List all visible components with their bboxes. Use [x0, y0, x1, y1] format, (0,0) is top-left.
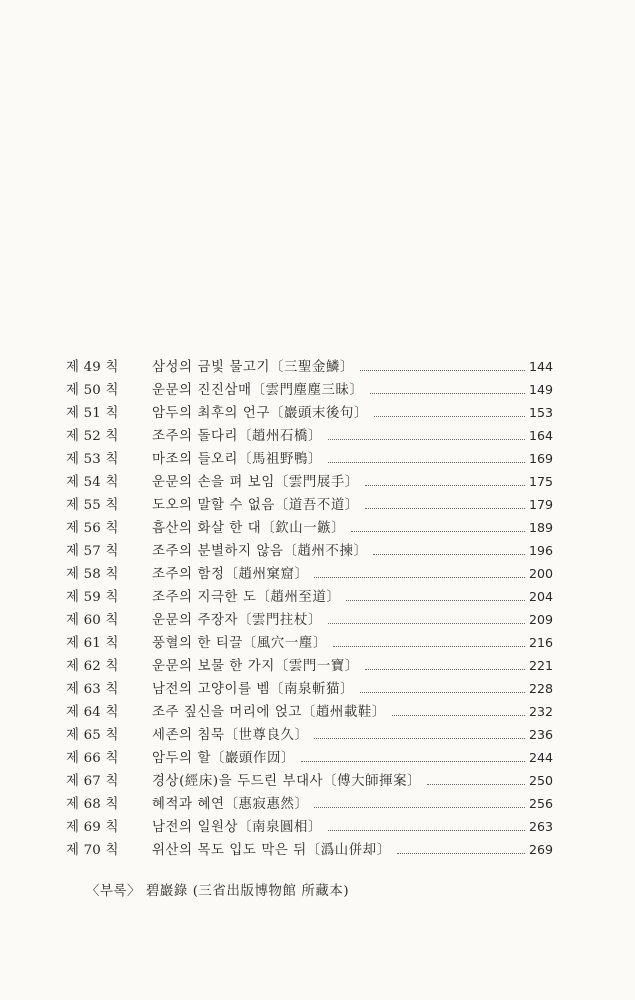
- chapter-number: 제 60 칙: [66, 613, 119, 628]
- page-number: 164: [528, 428, 553, 443]
- chapter-title: 남전의 고양이를 벰〔南泉斬猫〕: [152, 682, 354, 697]
- chapter-number: 제 61 칙: [66, 636, 119, 651]
- page-number: 228: [528, 681, 553, 696]
- dot-leader: [333, 646, 525, 647]
- chapter-title: 남전의 일원상〔南泉圓相〕: [152, 820, 323, 835]
- page-number: 189: [528, 520, 553, 535]
- toc-entry: [66, 655, 553, 678]
- chapter-title: 조주의 함정〔趙州窠窟〕: [152, 567, 309, 582]
- page-number: 269: [528, 842, 553, 857]
- page-number: 216: [528, 635, 553, 650]
- toc-entry: [66, 425, 553, 448]
- page-number: 153: [528, 405, 553, 420]
- dot-leader: [373, 554, 524, 555]
- page-number: 149: [528, 382, 553, 397]
- chapter-number: 제 53 칙: [66, 452, 119, 467]
- page-number: 209: [528, 612, 553, 627]
- toc-entry: [66, 494, 553, 517]
- page-number: 244: [528, 750, 553, 765]
- dot-leader: [370, 393, 525, 394]
- chapter-number: 제 56 칙: [66, 521, 119, 536]
- toc-entry: [66, 471, 553, 494]
- chapter-number: 제 65 칙: [66, 728, 119, 743]
- dot-leader: [328, 439, 525, 440]
- toc-entry: [66, 540, 553, 563]
- chapter-number: 제 64 칙: [66, 705, 119, 720]
- chapter-title: 조주 짚신을 머리에 얹고〔趙州載鞋〕: [152, 705, 386, 720]
- chapter-title: 운문의 손을 펴 보임〔雲門展手〕: [152, 475, 359, 490]
- page-number: 204: [528, 589, 553, 604]
- toc-entry: [66, 839, 553, 862]
- page-number: 236: [528, 727, 553, 742]
- toc-entry: [66, 563, 553, 586]
- toc-entry: [66, 747, 553, 770]
- chapter-number: 제 68 칙: [66, 797, 119, 812]
- dot-leader: [427, 784, 525, 785]
- dot-leader: [365, 508, 525, 509]
- dot-leader: [328, 830, 525, 831]
- chapter-number: 제 49 칙: [66, 360, 119, 375]
- chapter-title: 운문의 보물 한 가지〔雲門一寶〕: [152, 659, 359, 674]
- chapter-title: 운문의 진진삼매〔雲門塵塵三昧〕: [152, 383, 364, 398]
- page-number: 169: [528, 451, 553, 466]
- page-number: 200: [528, 566, 553, 581]
- chapter-number: 제 51 칙: [66, 406, 119, 421]
- dot-leader: [314, 577, 524, 578]
- page-number: 256: [528, 796, 553, 811]
- page-number: 263: [528, 819, 553, 834]
- chapter-title: 암두의 최후의 언구〔巖頭末後句〕: [152, 406, 368, 421]
- chapter-number: 제 59 칙: [66, 590, 119, 605]
- page-number: 232: [528, 704, 553, 719]
- dot-leader: [328, 623, 525, 624]
- toc-entry: [66, 632, 553, 655]
- toc-entry: [66, 816, 553, 839]
- dot-leader: [351, 531, 525, 532]
- dot-leader: [392, 715, 525, 716]
- dot-leader: [314, 807, 524, 808]
- table-of-contents: [66, 356, 553, 862]
- toc-entry: [66, 448, 553, 471]
- chapter-title: 마조의 들오리〔馬祖野鴨〕: [152, 452, 323, 467]
- page-number: 221: [528, 658, 553, 673]
- dot-leader: [397, 853, 525, 854]
- dot-leader: [346, 600, 525, 601]
- chapter-title: 세존의 침묵〔世尊良久〕: [152, 728, 309, 743]
- dot-leader: [365, 669, 525, 670]
- chapter-number: 제 52 칙: [66, 429, 119, 444]
- page-number: 250: [528, 773, 553, 788]
- chapter-number: 제 55 칙: [66, 498, 119, 513]
- toc-entry: [66, 402, 553, 425]
- chapter-number: 제 62 칙: [66, 659, 119, 674]
- chapter-title: 암두의 할〔巖頭作㘞〕: [152, 751, 295, 766]
- dot-leader: [374, 416, 525, 417]
- page-number: 179: [528, 497, 553, 512]
- dot-leader: [360, 692, 525, 693]
- chapter-title: 경상(經床)을 두드린 부대사〔傅大師揮案〕: [152, 774, 422, 789]
- chapter-number: 제 57 칙: [66, 544, 119, 559]
- dot-leader: [314, 738, 524, 739]
- chapter-title: 흠산의 화살 한 대〔欽山一鏃〕: [152, 521, 346, 536]
- toc-entry: [66, 770, 553, 793]
- chapter-title: 풍혈의 한 티끌〔風穴一塵〕: [152, 636, 327, 651]
- toc-entry: [66, 793, 553, 816]
- toc-entry: [66, 356, 553, 379]
- toc-entry: [66, 678, 553, 701]
- toc-entry: [66, 609, 553, 632]
- chapter-number: 제 66 칙: [66, 751, 119, 766]
- chapter-number: 제 58 칙: [66, 567, 119, 582]
- chapter-number: 제 69 칙: [66, 820, 119, 835]
- dot-leader: [301, 761, 525, 762]
- toc-entry: [66, 724, 553, 747]
- appendix-note: 〈부록〉 碧巖錄 (三省出版博物館 所藏本): [86, 884, 350, 899]
- chapter-title: 혜적과 혜연〔惠寂惠然〕: [152, 797, 309, 812]
- toc-entry: [66, 701, 553, 724]
- chapter-number: 제 67 칙: [66, 774, 119, 789]
- chapter-number: 제 70 칙: [66, 843, 119, 858]
- chapter-number: 제 63 칙: [66, 682, 119, 697]
- toc-entry: [66, 586, 553, 609]
- chapter-title: 위산의 목도 입도 막은 뒤〔潙山併却〕: [152, 843, 391, 858]
- dot-leader: [365, 485, 525, 486]
- dot-leader: [328, 462, 525, 463]
- chapter-title: 삼성의 금빛 물고기〔三聖金鱗〕: [152, 360, 354, 375]
- toc-entry: [66, 517, 553, 540]
- chapter-number: 제 50 칙: [66, 383, 119, 398]
- chapter-number: 제 54 칙: [66, 475, 119, 490]
- toc-entry: [66, 379, 553, 402]
- chapter-title: 도오의 말할 수 없음〔道吾不道〕: [152, 498, 359, 513]
- chapter-title: 운문의 주장자〔雲門拄杖〕: [152, 613, 323, 628]
- page-number: 175: [528, 474, 553, 489]
- dot-leader: [360, 370, 525, 371]
- chapter-title: 조주의 돌다리〔趙州石橋〕: [152, 429, 323, 444]
- page-number: 144: [528, 359, 553, 374]
- page-number: 196: [528, 543, 553, 558]
- chapter-title: 조주의 분별하지 않음〔趙州不揀〕: [152, 544, 368, 559]
- chapter-title: 조주의 지극한 도〔趙州至道〕: [152, 590, 341, 605]
